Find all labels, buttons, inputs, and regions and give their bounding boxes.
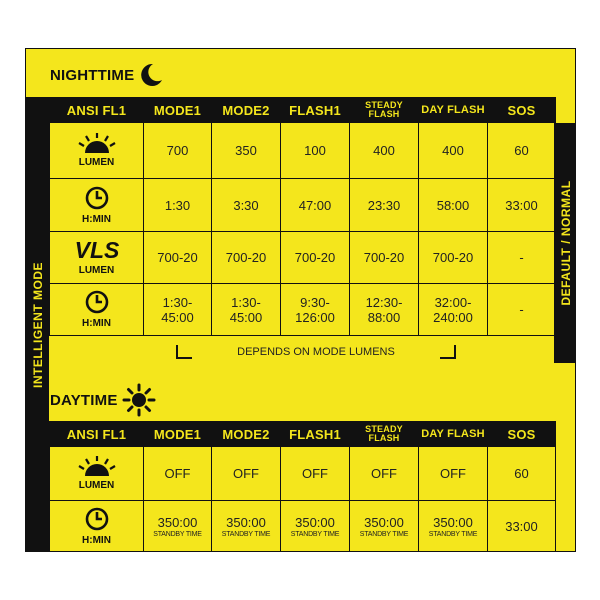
table-cell [281, 501, 350, 553]
clock-icon [85, 186, 109, 213]
cell-subtext: STANDBY TIME [290, 531, 340, 538]
table-row [50, 447, 556, 501]
table-cell [419, 123, 488, 179]
header-steady-flash: STEADY FLASH [350, 98, 419, 123]
row-unit-label: H:MIN [82, 213, 111, 225]
row-unit-label: LUMEN [78, 480, 115, 491]
table-cell [281, 123, 350, 179]
table-cell [144, 232, 212, 284]
cell-subtext: STANDBY TIME [221, 531, 271, 538]
row-unit-label: H:MIN [82, 318, 111, 329]
table-cell [212, 501, 281, 553]
clock-icon [85, 507, 109, 534]
cell-value: - [519, 302, 524, 317]
default-normal-band [554, 123, 576, 363]
vls-logo-icon [69, 239, 125, 264]
cell-value: 33:00 [505, 197, 538, 213]
row-icon-cell [50, 501, 144, 553]
header-mode1: MODE1 [144, 98, 212, 123]
table-cell [281, 232, 350, 284]
header-flash1: FLASH1 [281, 422, 350, 447]
cell-value: 12:30- [365, 294, 403, 310]
cell-value: 700-20 [363, 250, 405, 265]
cell-value: 700-20 [157, 250, 198, 265]
sun-icon [122, 383, 156, 417]
header-ansi: ANSI FL1 [50, 422, 144, 447]
table-cell [350, 284, 419, 336]
table-cell [144, 284, 212, 336]
row-icon-cell [50, 447, 144, 501]
header-mode2: MODE2 [212, 98, 281, 123]
header-day-flash: DAY FLASH [419, 98, 488, 123]
cell-value: 700-20 [225, 250, 267, 265]
cell-value: 45:00 [229, 309, 263, 325]
daytime-title-text: DAYTIME [50, 391, 118, 409]
table-cell [419, 447, 488, 501]
cell-value: 100 [304, 143, 326, 158]
table-cell [212, 179, 281, 232]
table-cell [488, 232, 556, 284]
sun-burst-icon [77, 133, 117, 156]
table-cell [281, 179, 350, 232]
depends-note-text: DEPENDS ON MODE LUMENS [237, 346, 395, 358]
table-cell [350, 123, 419, 179]
nighttime-header-row [50, 98, 556, 123]
table-cell [350, 232, 419, 284]
table-cell [350, 501, 419, 553]
table-cell [488, 123, 556, 179]
daytime-title [50, 383, 156, 417]
table-cell [144, 179, 212, 232]
cell-subtext: STANDBY TIME [359, 531, 409, 538]
cell-value: OFF [371, 466, 397, 481]
header-sos: SOS [488, 422, 556, 447]
svg-text:VLS: VLS [74, 239, 119, 261]
header-mode1: MODE1 [144, 422, 212, 447]
cell-value: 126:00 [295, 309, 335, 325]
cell-value: 350:00 [364, 515, 404, 530]
row-icon-cell [50, 123, 144, 179]
table-cell [350, 179, 419, 232]
table-cell [488, 501, 556, 553]
row-icon-cell [50, 284, 144, 336]
table-cell [212, 284, 281, 336]
cell-value: 700 [166, 143, 189, 158]
cell-value: 350:00 [226, 515, 266, 530]
intelligent-mode-band [26, 97, 49, 552]
table-cell [144, 501, 212, 553]
table-row [50, 232, 556, 284]
row-icon-cell [50, 232, 144, 284]
cell-value: 1:30 [164, 197, 191, 213]
cell-value: 240:00 [433, 309, 473, 325]
row-unit-label: LUMEN [78, 265, 115, 276]
cell-value: OFF [164, 466, 191, 481]
row-unit-label: H:MIN [82, 535, 111, 546]
cell-value: 60 [514, 143, 529, 158]
cell-value: - [519, 250, 524, 265]
table-cell [144, 447, 212, 501]
table-cell [488, 447, 556, 501]
cell-value: OFF [233, 466, 259, 481]
cell-value: OFF [440, 466, 466, 481]
cell-value: 45:00 [161, 309, 194, 325]
daytime-table [49, 421, 556, 552]
nighttime-title [50, 62, 164, 88]
bracket-left [176, 345, 192, 359]
cell-value: 47:00 [298, 197, 332, 213]
cell-value: 3:30 [233, 197, 259, 213]
nighttime-title-text: NIGHTTIME [50, 66, 135, 84]
moon-icon [138, 62, 164, 88]
cell-value: 700-20 [432, 250, 474, 265]
cell-value: 700-20 [294, 250, 336, 265]
cell-value: 23:30 [367, 197, 401, 213]
cell-value: 400 [373, 143, 395, 158]
cell-value: 350:00 [295, 515, 335, 530]
table-cell [419, 501, 488, 553]
cell-value: 33:00 [505, 519, 538, 534]
cell-value: 350:00 [157, 515, 198, 530]
cell-subtext: STANDBY TIME [428, 531, 478, 538]
intelligent-mode-label: INTELLIGENT MODE [30, 262, 45, 388]
table-row [50, 501, 556, 553]
cell-value: 400 [442, 143, 464, 158]
header-sos: SOS [488, 98, 556, 123]
table-cell [488, 179, 556, 232]
table-cell [212, 232, 281, 284]
table-row [50, 284, 556, 336]
table-row [50, 179, 556, 232]
clock-icon [85, 290, 109, 317]
table-cell [212, 123, 281, 179]
sun-burst-icon [77, 456, 117, 479]
header-day-flash: DAY FLASH [419, 422, 488, 447]
daytime-header-row [50, 422, 556, 447]
table-cell [419, 284, 488, 336]
header-flash1: FLASH1 [281, 98, 350, 123]
cell-value: 1:30- [231, 294, 261, 310]
cell-value: 350 [235, 143, 257, 158]
table-row [50, 123, 556, 179]
bracket-right [440, 345, 456, 359]
header-mode2: MODE2 [212, 422, 281, 447]
header-steady-flash: STEADY FLASH [350, 422, 419, 447]
table-cell [350, 447, 419, 501]
cell-value: 58:00 [436, 197, 470, 213]
cell-value: 350:00 [433, 515, 473, 530]
header-ansi: ANSI FL1 [50, 98, 144, 123]
row-icon-cell [50, 179, 144, 232]
table-cell [488, 284, 556, 336]
depends-note [176, 345, 456, 365]
cell-value: OFF [302, 466, 328, 481]
cell-value: 88:00 [367, 309, 401, 325]
cell-value: 9:30- [300, 294, 330, 310]
table-cell [419, 179, 488, 232]
row-unit-label: LUMEN [78, 157, 115, 168]
cell-subtext: STANDBY TIME [153, 531, 202, 538]
table-cell [281, 284, 350, 336]
table-cell [144, 123, 212, 179]
cell-value: 1:30- [162, 294, 193, 310]
table-cell [419, 232, 488, 284]
table-cell [212, 447, 281, 501]
table-cell [281, 447, 350, 501]
cell-value: 32:00- [434, 294, 472, 310]
runtime-chart-panel [25, 48, 576, 552]
nighttime-table [49, 97, 556, 336]
cell-value: 60 [514, 466, 529, 481]
default-normal-label: DEFAULT / NORMAL [558, 180, 573, 306]
